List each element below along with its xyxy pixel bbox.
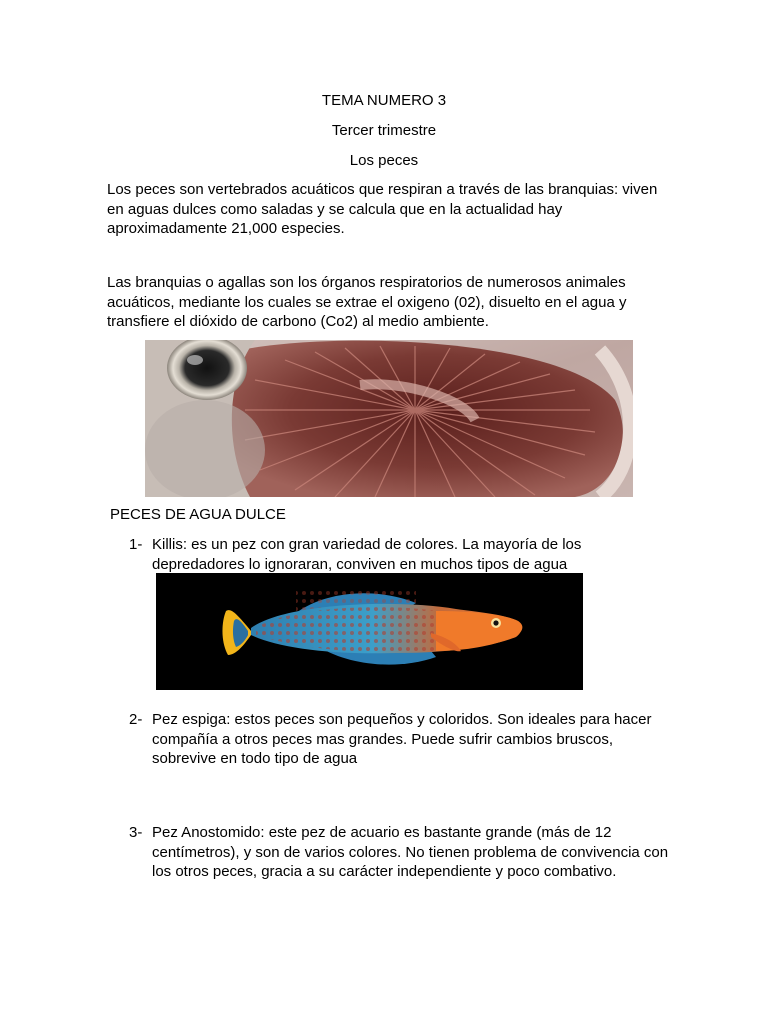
list-item-number: 1- <box>129 536 143 553</box>
fish-gills-photo-icon <box>145 340 633 497</box>
killifish-photo-icon <box>156 573 583 690</box>
document-topic: Los peces <box>349 152 419 169</box>
section-heading: PECES DE AGUA DULCE <box>110 506 286 523</box>
document-title: TEMA NUMERO 3 <box>321 92 447 109</box>
list-item <box>129 710 669 769</box>
list-item-text: Killis: es un pez con gran variedad de colores. La mayoría de los depredadores lo ignoraran, conviven en muchos tipos de agua <box>152 536 582 573</box>
list-item <box>129 535 669 574</box>
intro-paragraph: Los peces son vertebrados acuáticos que respiran a través de las branquias: viven en aguas dulces como saladas y se calcula que en la actualidad hay aproximadamente 21,000 especies. <box>107 181 658 237</box>
list-item-text: Pez espiga: estos peces son pequeños y coloridos. Son ideales para hacer compañía a otros peces mas grandes. Puede sufrir cambios bruscos, sobrevive en todo tipo de agua <box>152 711 652 767</box>
list-item-number: 2- <box>129 711 143 728</box>
document-subtitle: Tercer trimestre <box>331 122 437 139</box>
fish-gills-photo <box>145 340 633 497</box>
list-item-text: Pez Anostomido: este pez de acuario es bastante grande (más de 12 centímetros), y son de varios colores. No tienen problema de convivencia con los otros peces, gracia a su carácter independiente y poco combativo. <box>152 824 669 880</box>
gills-paragraph: Las branquias o agallas son los órganos respiratorios de numerosos animales acuáticos, mediante los cuales se extrae el oxigeno (02), disuelto en el agua y transfiere el dióxido de carbono (Co2) al medio ambiente. <box>107 274 627 330</box>
list-item <box>129 823 669 882</box>
list-item-number: 3- <box>129 824 143 841</box>
killifish-photo <box>156 573 583 690</box>
